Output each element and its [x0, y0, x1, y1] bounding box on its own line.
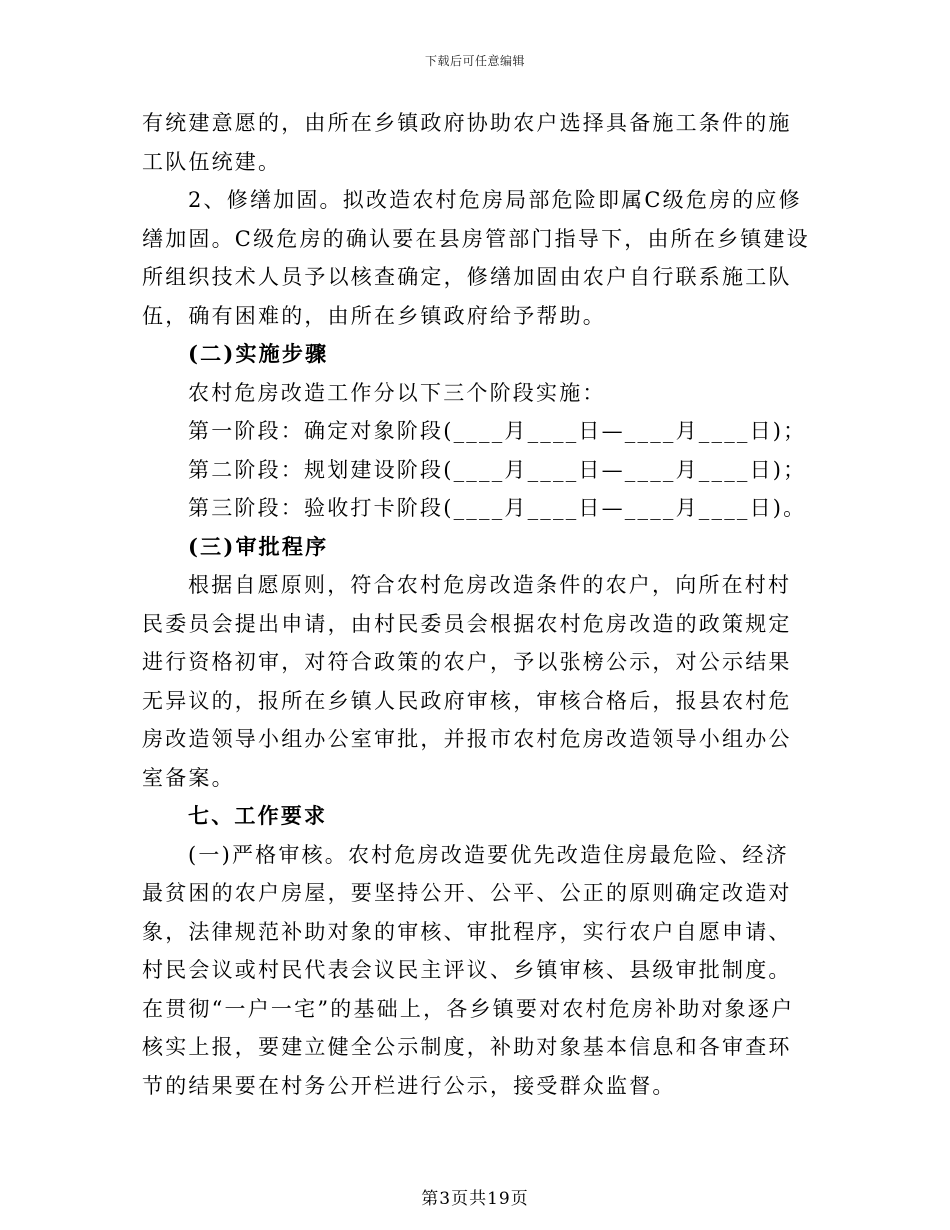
page-number: 第3页共19页 — [421, 1189, 529, 1209]
stage-three: 第三阶段：验收打卡阶段(____月____日—____月____日)。 — [188, 496, 807, 520]
heading-implementation-steps: (二)实施步骤 — [188, 341, 329, 366]
paragraph-strict-review: (一)严格审核。农村危房改造要优先改造住房最危险、经济最贫困的农户房屋，要坚持公开、公平、公正的原则确定改造对象，法律规范补助对象的审核、审批程序，实行农户自愿申请、村民会议或村民代表会议民主评议、乡镇审核、县级审批制度。在贯彻“一户一宅”的基础上，各乡镇要对农村危房补助对象逐户核实上报，要建立健全公示制度，补助对象基本信息和各审查环节的结果要在村务公开栏进行公示，接受群众监督。 — [142, 842, 795, 1098]
header-note: 下载后可任意编辑 — [424, 54, 525, 68]
stage-one: 第一阶段：确定对象阶段(____月____日—____月____日)； — [188, 419, 807, 443]
heading-work-requirements: 七、工作要求 — [188, 803, 328, 828]
document-body — [142, 104, 810, 1105]
stage-two: 第二阶段：规划建设阶段(____月____日—____月____日)； — [188, 457, 807, 482]
paragraph-repair: 2、修缮加固。拟改造农村危房局部危险即属C级危房的应修缮加固。C级危房的确认要在县房管部门指导下，由所在乡镇建设所组织技术人员予以核查确定，修缮加固由农户自行联系施工队伍，确有困难的，由所在乡镇政府给予帮助。 — [142, 188, 810, 328]
heading-approval-procedure: (三)审批程序 — [188, 533, 329, 559]
paragraph-stages-intro: 农村危房改造工作分以下三个阶段实施： — [188, 380, 606, 405]
paragraph-continuation: 有统建意愿的，由所在乡镇政府协助农户选择具备施工条件的施工队伍统建。 — [142, 111, 792, 174]
paragraph-approval: 根据自愿原则，符合农村危房改造条件的农户，向所在村村民委员会提出申请，由村民委员会根据农村危房改造的政策规定进行资格初审，对符合政策的农户，予以张榜公示，对公示结果无异议的，报所在乡镇人民政府审核，审核合格后，报县农村危房改造领导小组办公室审批，并报市农村危房改造领导小组办公室备案。 — [142, 573, 792, 790]
